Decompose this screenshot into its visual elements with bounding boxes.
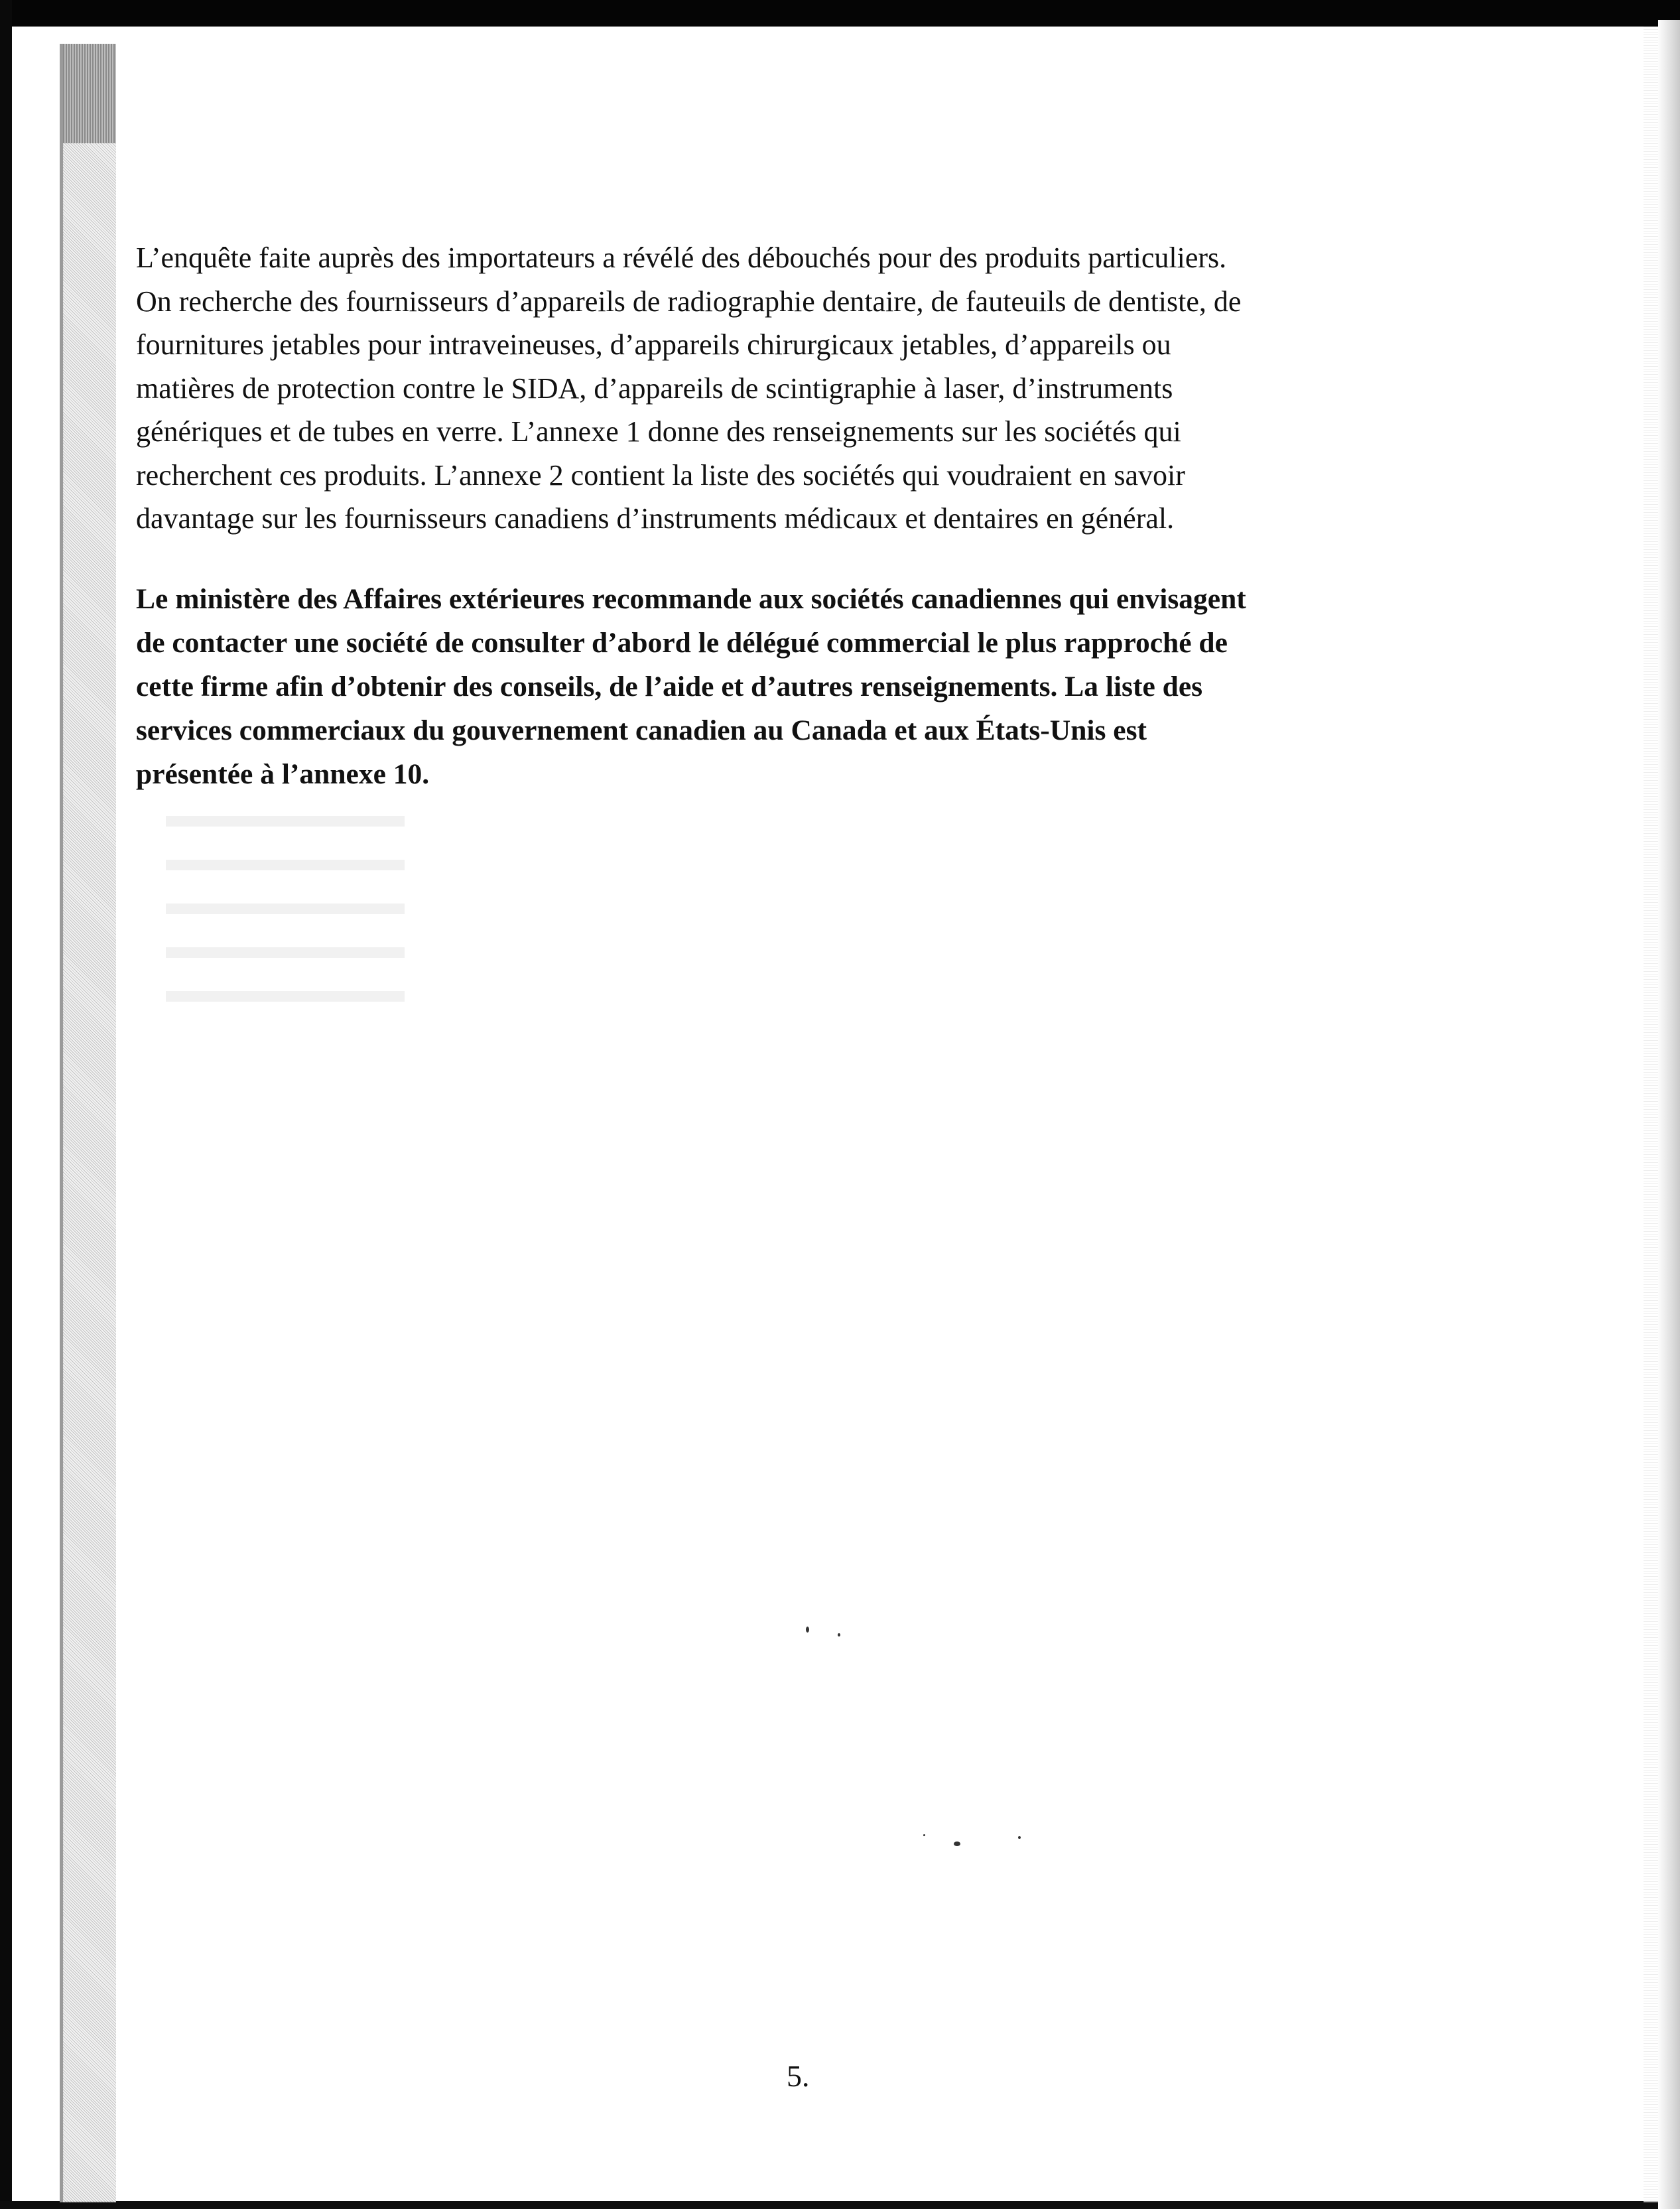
body-paragraph-importers: L’enquête faite auprès des importateurs a révélé des débouchés pour des produits particuliers. On recherche des fournisseurs d’appareils de radiographie dentaire, de fauteuils de dentiste, de fournitures jetables pour intraveineuses, d’appareils chirurgicaux jetables, d’appareils ou matières de protection contre le SIDA, d’appareils de scintigraphie à laser, d’instruments génériques et de tubes en verre. L’annexe 1 donne des renseignements sur les sociétés qui recherchent ces produits. L’annexe 2 contient la liste des sociétés qui voudraient en savoir davantage sur les fournisseurs canadiens d’instruments médicaux et dentaires en général. xyxy=(136,241,1242,535)
page-right-fringe xyxy=(1644,27,1659,2202)
binding-strip xyxy=(63,44,116,2202)
scanner-bottom-edge xyxy=(0,2201,1680,2209)
scanner-left-edge xyxy=(0,0,12,2209)
page-number: 5. xyxy=(787,2059,810,2093)
scanner-right-edge xyxy=(1658,20,1680,2209)
scan-speck xyxy=(954,1841,960,1846)
binding-strip-top xyxy=(63,44,116,143)
scan-speck xyxy=(1018,1836,1021,1839)
scan-speck xyxy=(923,1834,925,1836)
bleed-through-text xyxy=(166,816,405,1035)
scan-speck xyxy=(806,1627,809,1633)
scanner-top-edge xyxy=(0,0,1680,27)
scan-speck xyxy=(838,1633,840,1637)
body-paragraph-recommendation: Le ministère des Affaires extérieures recommande aux sociétés canadiennes qui envisagent de contacter une société de consulter d’abord le délégué commercial le plus rapproché de cette firme afin d’obtenir des conseils, de l’aide et d’autres renseignements. La liste des services commerciaux du gouvernement canadien au Canada et aux États-Unis est présentée à l’annexe 10. xyxy=(136,583,1246,790)
